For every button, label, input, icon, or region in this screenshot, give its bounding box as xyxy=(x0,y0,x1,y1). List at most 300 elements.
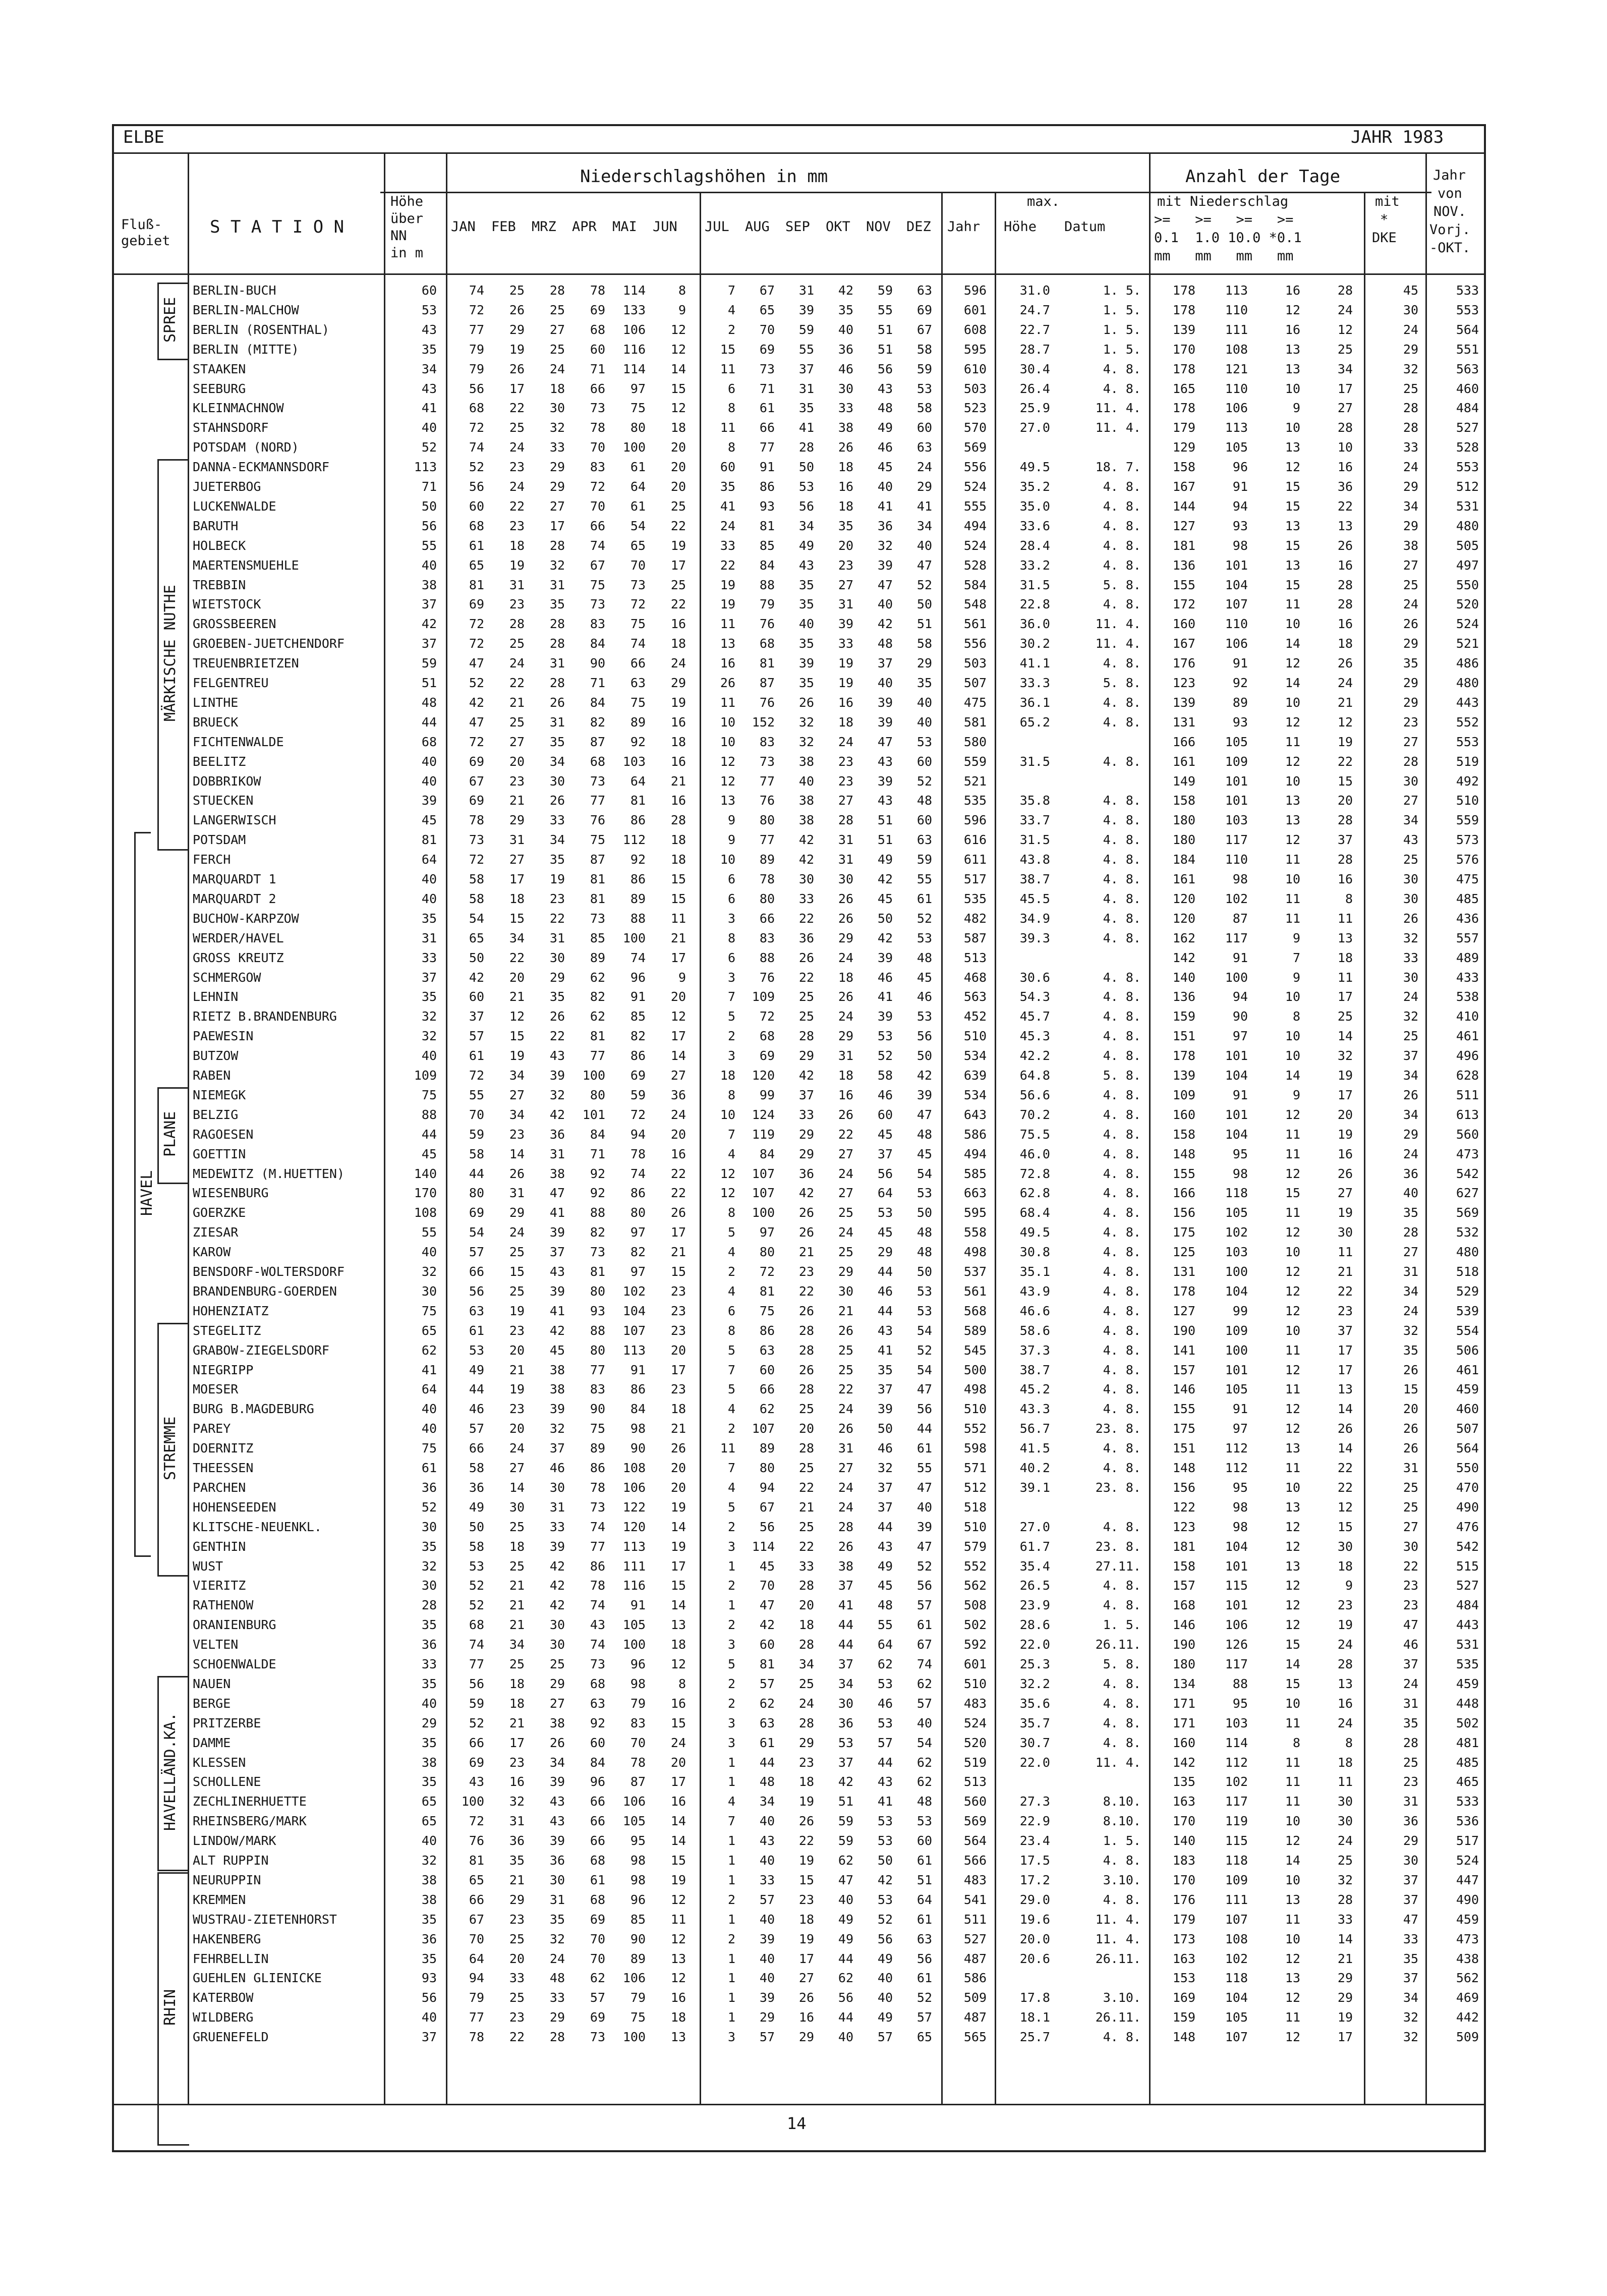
table-cell: 17 xyxy=(509,872,525,886)
table-cell: 91 xyxy=(1232,1087,1248,1102)
table-cell: 14 xyxy=(509,1146,525,1161)
table-cell: 542 xyxy=(1456,1166,1479,1181)
table-cell: 113 xyxy=(622,1539,646,1554)
table-cell: 24 xyxy=(1403,597,1418,612)
table-row xyxy=(114,359,1486,379)
table-cell: 40 xyxy=(759,1912,775,1927)
station-name: BUCHOW-KARPZOW xyxy=(193,911,299,926)
station-name: BERLIN-BUCH xyxy=(193,283,276,298)
table-cell: 20.6 xyxy=(1019,1951,1050,1966)
table-cell: 39 xyxy=(549,1539,565,1554)
table-cell: 35 xyxy=(720,479,735,494)
table-cell: 30 xyxy=(1337,1539,1353,1554)
table-cell: 91 xyxy=(630,1362,646,1377)
table-cell: 46 xyxy=(877,440,893,455)
table-cell: 37 xyxy=(877,1480,893,1495)
table-cell: 25 xyxy=(1337,1009,1353,1024)
table-cell: 433 xyxy=(1456,970,1479,985)
table-cell: 628 xyxy=(1456,1068,1479,1083)
table-cell: 20 xyxy=(1337,793,1353,808)
table-cell: 40 xyxy=(421,557,437,573)
table-cell: 48 xyxy=(916,950,932,965)
table-cell: 12 xyxy=(1285,1225,1300,1240)
table-cell: 139 xyxy=(1172,1068,1195,1083)
station-name: HAKENBERG xyxy=(193,1931,261,1946)
table-cell: 104 xyxy=(1225,1990,1248,2005)
table-cell: 34 xyxy=(838,1676,853,1691)
table-cell: 56 xyxy=(838,1990,853,2005)
table-cell: 32 xyxy=(509,1794,525,1809)
table-cell: 11 xyxy=(1285,1794,1300,1809)
table-cell: 105 xyxy=(622,1814,646,1829)
station-name: DOBBRIKOW xyxy=(193,773,261,789)
table-cell: 155 xyxy=(1172,1402,1195,1417)
table-cell: 35 xyxy=(509,1853,525,1868)
table-cell: 120 xyxy=(1172,911,1195,926)
table-cell: 1. 5. xyxy=(1103,283,1141,298)
table-cell: 80 xyxy=(590,1283,605,1299)
table-cell: 114 xyxy=(1225,1735,1248,1750)
table-cell: 76 xyxy=(759,793,775,808)
table-cell: 20 xyxy=(670,1480,686,1495)
table-cell: 39 xyxy=(838,617,853,632)
table-cell: 105 xyxy=(622,1617,646,1633)
table-cell: 44 xyxy=(838,2010,853,2025)
table-cell: 22.0 xyxy=(1019,1637,1050,1652)
table-cell: 49 xyxy=(469,1499,484,1515)
table-cell: 503 xyxy=(963,656,987,671)
table-cell: 112 xyxy=(1225,1441,1248,1456)
col-mit: mit xyxy=(1375,194,1400,209)
table-cell: 122 xyxy=(1172,1499,1195,1515)
table-cell: 25 xyxy=(1403,852,1418,867)
table-cell: 564 xyxy=(963,1833,987,1849)
table-cell: 52 xyxy=(916,773,932,789)
station-name: RAGOESEN xyxy=(193,1127,254,1142)
table-cell: 23 xyxy=(509,1755,525,1770)
table-cell: 551 xyxy=(1456,342,1479,357)
table-cell: 190 xyxy=(1172,1323,1195,1338)
table-cell: 167 xyxy=(1172,636,1195,651)
table-cell: 25 xyxy=(509,1558,525,1574)
table-cell: 43 xyxy=(421,381,437,396)
table-row xyxy=(114,1635,1486,1655)
table-cell: 494 xyxy=(963,518,987,533)
table-cell: 55 xyxy=(916,1461,932,1475)
table-cell: 158 xyxy=(1172,793,1195,808)
table-cell: 15 xyxy=(1285,577,1300,592)
table-cell: 95 xyxy=(1232,1146,1248,1161)
table-row xyxy=(114,1203,1486,1223)
table-cell: 32.2 xyxy=(1019,1676,1050,1691)
table-cell: 87 xyxy=(590,852,605,867)
table-cell: 511 xyxy=(1456,1087,1479,1102)
table-cell: 94 xyxy=(759,1480,775,1495)
station-name: MARQUARDT 1 xyxy=(193,872,276,886)
table-cell: 14 xyxy=(1285,1853,1300,1868)
table-cell: 20 xyxy=(670,440,686,455)
table-cell: 44 xyxy=(838,1637,853,1652)
table-cell: 26 xyxy=(838,1539,853,1554)
table-cell: 47 xyxy=(469,656,484,671)
table-cell: 37 xyxy=(838,1755,853,1770)
table-cell: 139 xyxy=(1172,695,1195,710)
table-cell: 56.6 xyxy=(1019,1087,1050,1102)
table-cell: 181 xyxy=(1172,1539,1195,1554)
table-cell: 53 xyxy=(877,1814,893,1829)
table-cell: 528 xyxy=(963,557,987,573)
table-cell: 31 xyxy=(549,577,565,592)
table-cell: 40 xyxy=(838,2030,853,2045)
col-jahr-von-5: -OKT. xyxy=(1429,240,1471,256)
table-cell: 82 xyxy=(630,1029,646,1044)
table-cell: 2 xyxy=(727,1676,735,1691)
table-cell: 32 xyxy=(1337,1048,1353,1063)
table-cell: 4. 8. xyxy=(1103,1087,1141,1102)
table-cell: 163 xyxy=(1172,1794,1195,1809)
table-cell: 45 xyxy=(1403,283,1418,298)
table-cell: 107 xyxy=(622,1323,646,1338)
table-cell: 12 xyxy=(1337,322,1353,337)
table-cell: 91 xyxy=(1232,656,1248,671)
table-cell: 23 xyxy=(1403,1774,1418,1789)
table-cell: 57 xyxy=(469,1421,484,1436)
table-cell: 601 xyxy=(963,302,987,317)
table-cell: 54 xyxy=(916,1362,932,1377)
table-cell: 55 xyxy=(877,1617,893,1633)
table-cell: 31 xyxy=(838,852,853,867)
table-cell: 21 xyxy=(509,695,525,710)
table-cell: 48 xyxy=(916,1794,932,1809)
table-cell: 17 xyxy=(1337,1362,1353,1377)
table-cell: 52 xyxy=(916,1990,932,2005)
table-cell: 15 xyxy=(670,1578,686,1593)
table-cell: 13 xyxy=(1285,1892,1300,1907)
table-cell: 14 xyxy=(670,1598,686,1613)
table-cell: 60 xyxy=(590,1735,605,1750)
table-row xyxy=(114,1164,1486,1184)
table-cell: 20 xyxy=(509,754,525,769)
table-cell: 33 xyxy=(720,538,735,553)
table-cell: 10 xyxy=(1285,1029,1300,1044)
table-cell: 510 xyxy=(963,1676,987,1691)
table-cell: 26 xyxy=(1403,1362,1418,1377)
table-cell: 91 xyxy=(1232,950,1248,965)
table-cell: 17.2 xyxy=(1019,1872,1050,1887)
table-cell: 4. 8. xyxy=(1103,1578,1141,1593)
table-cell: 81 xyxy=(759,518,775,533)
table-cell: 94 xyxy=(469,1971,484,1986)
table-cell: 31.5 xyxy=(1019,832,1050,848)
table-cell: 533 xyxy=(1456,283,1479,298)
table-cell: 4. 8. xyxy=(1103,872,1141,886)
table-cell: 18 xyxy=(1337,1755,1353,1770)
table-cell: 23 xyxy=(509,460,525,475)
table-cell: 29 xyxy=(916,479,932,494)
table-cell: 54 xyxy=(630,518,646,533)
station-name: KLITSCHE-NEUENKL. xyxy=(193,1519,322,1534)
table-cell: 63 xyxy=(469,1303,484,1318)
table-cell: 22 xyxy=(1337,1480,1353,1495)
table-cell: 26 xyxy=(798,1990,814,2005)
table-cell: 50 xyxy=(421,498,437,514)
table-cell: 15 xyxy=(1285,498,1300,514)
table-cell: 68 xyxy=(469,518,484,533)
table-cell: 585 xyxy=(963,1166,987,1181)
table-cell: 37 xyxy=(838,1578,853,1593)
table-cell: 566 xyxy=(963,1853,987,1868)
table-cell: 35 xyxy=(1403,1951,1418,1966)
table-cell: 98 xyxy=(1232,1519,1248,1534)
table-cell: 35 xyxy=(838,518,853,533)
table-cell: 77 xyxy=(759,440,775,455)
station-name: GRUENEFELD xyxy=(193,2030,269,2045)
table-cell: 89 xyxy=(590,1441,605,1456)
table-cell: 49 xyxy=(798,538,814,553)
table-cell: 27 xyxy=(549,498,565,514)
table-cell: 510 xyxy=(1456,793,1479,808)
table-cell: 31 xyxy=(838,832,853,848)
table-cell: 20 xyxy=(798,1598,814,1613)
table-cell: 545 xyxy=(963,1342,987,1358)
table-cell: 521 xyxy=(963,773,987,789)
table-cell: 92 xyxy=(630,734,646,749)
table-cell: 595 xyxy=(963,1205,987,1220)
table-cell: 12 xyxy=(1285,1283,1300,1299)
table-cell: 12 xyxy=(1285,1833,1300,1849)
table-cell: 35.8 xyxy=(1019,793,1050,808)
table-cell: 17 xyxy=(1337,381,1353,396)
table-cell: 4. 8. xyxy=(1103,1441,1141,1456)
table-cell: 43 xyxy=(877,793,893,808)
table-cell: 44 xyxy=(877,1755,893,1770)
table-cell: 64 xyxy=(421,1382,437,1397)
table-cell: 144 xyxy=(1172,498,1195,514)
table-cell: 1 xyxy=(727,2010,735,2025)
table-cell: 50 xyxy=(916,1205,932,1220)
table-cell: 25.3 xyxy=(1019,1657,1050,1671)
table-cell: 42 xyxy=(798,1068,814,1083)
table-cell: 8 xyxy=(1292,1735,1300,1750)
table-cell: 17 xyxy=(509,1735,525,1750)
table-cell: 27 xyxy=(549,1696,565,1711)
table-cell: 35 xyxy=(838,302,853,317)
table-cell: 23 xyxy=(670,1283,686,1299)
table-cell: 486 xyxy=(1456,656,1479,671)
table-cell: 30 xyxy=(1337,1814,1353,1829)
table-cell: 10 xyxy=(1285,1323,1300,1338)
table-cell: 95 xyxy=(1232,1480,1248,1495)
table-cell: 56 xyxy=(798,498,814,514)
table-cell: 10 xyxy=(1285,1814,1300,1829)
station-name: MAERTENSMUEHLE xyxy=(193,557,299,573)
table-cell: 104 xyxy=(1225,1283,1248,1299)
table-cell: 524 xyxy=(1456,1853,1479,1868)
table-cell: 13 xyxy=(1337,1676,1353,1691)
table-cell: 66 xyxy=(759,911,775,926)
table-cell: 119 xyxy=(752,1127,775,1142)
table-cell: 70 xyxy=(469,1107,484,1122)
table-cell: 86 xyxy=(630,813,646,828)
niederschlag-title: Niederschlagshöhen in mm xyxy=(580,166,828,187)
table-cell: 15 xyxy=(509,1029,525,1044)
table-cell: 26 xyxy=(670,1205,686,1220)
station-name: BERLIN (MITTE) xyxy=(193,342,299,357)
table-cell: 45 xyxy=(877,460,893,475)
station-name: DOERNITZ xyxy=(193,1441,254,1456)
table-cell: 66 xyxy=(590,1814,605,1829)
table-cell: 13 xyxy=(1337,930,1353,945)
table-cell: 62 xyxy=(838,1971,853,1986)
table-cell: 103 xyxy=(622,754,646,769)
table-cell: 11 xyxy=(1285,1205,1300,1220)
table-row xyxy=(114,1870,1486,1890)
table-cell: 50 xyxy=(916,1048,932,1063)
table-cell: 24 xyxy=(798,1696,814,1711)
table-cell: 8 xyxy=(727,1323,735,1338)
table-cell: 12 xyxy=(1285,302,1300,317)
table-cell: 52 xyxy=(469,1598,484,1613)
table-cell: 32 xyxy=(549,1087,565,1102)
table-cell: 37 xyxy=(469,1009,484,1024)
table-row xyxy=(114,516,1486,536)
table-cell: 75 xyxy=(421,1303,437,1318)
table-cell: 18 xyxy=(549,381,565,396)
table-row xyxy=(114,1537,1486,1557)
table-cell: 106 xyxy=(1225,636,1248,651)
table-cell: 11 xyxy=(720,361,735,376)
table-cell: 1 xyxy=(727,1774,735,1789)
table-cell: 45 xyxy=(759,1558,775,1574)
table-cell: 56 xyxy=(759,1519,775,1534)
table-cell: 131 xyxy=(1172,1264,1195,1279)
table-cell: 42 xyxy=(916,1068,932,1083)
table-cell: 13 xyxy=(1285,793,1300,808)
table-cell: 15 xyxy=(670,872,686,886)
table-cell: 12 xyxy=(1285,714,1300,730)
table-cell: 30 xyxy=(421,1519,437,1534)
table-cell: 84 xyxy=(630,1402,646,1417)
table-cell: 581 xyxy=(963,714,987,730)
table-cell: 33 xyxy=(421,950,437,965)
table-cell: 61 xyxy=(421,1461,437,1475)
table-cell: 74 xyxy=(590,1637,605,1652)
table-cell: 29 xyxy=(798,2030,814,2045)
table-cell: 64 xyxy=(421,852,437,867)
table-cell: 509 xyxy=(1456,2030,1479,2045)
table-cell: 69 xyxy=(469,754,484,769)
table-cell: 65 xyxy=(421,1323,437,1338)
table-cell: 27 xyxy=(509,1461,525,1475)
table-cell: 22 xyxy=(838,1382,853,1397)
table-cell: 31 xyxy=(838,1441,853,1456)
table-cell: 86 xyxy=(630,1382,646,1397)
table-cell: 17 xyxy=(670,1774,686,1789)
table-cell: 2 xyxy=(727,322,735,337)
station-name: NEURUPPIN xyxy=(193,1872,261,1887)
station-name: MARQUARDT 2 xyxy=(193,891,276,906)
station-name: WUST xyxy=(193,1558,223,1574)
month-header: FEB xyxy=(491,219,516,235)
table-cell: 21 xyxy=(1337,1264,1353,1279)
table-cell: 26 xyxy=(838,1323,853,1338)
table-cell: 21 xyxy=(670,1245,686,1260)
table-cell: 114 xyxy=(622,361,646,376)
table-cell: 24 xyxy=(838,1499,853,1515)
table-cell: 108 xyxy=(622,1461,646,1475)
table-row xyxy=(114,1753,1486,1773)
table-cell: 47 xyxy=(549,1186,565,1201)
table-row xyxy=(114,536,1486,556)
station-name: KREMMEN xyxy=(193,1892,246,1907)
table-cell: 43 xyxy=(877,1323,893,1338)
table-cell: 91 xyxy=(759,460,775,475)
table-cell: 19 xyxy=(670,1539,686,1554)
table-cell: 109 xyxy=(1225,1323,1248,1338)
table-cell: 4. 8. xyxy=(1103,381,1141,396)
table-row xyxy=(114,555,1486,576)
table-cell: 35 xyxy=(421,1951,437,1966)
table-cell: 102 xyxy=(622,1283,646,1299)
table-cell: 560 xyxy=(1456,1127,1479,1142)
table-cell: 60 xyxy=(916,754,932,769)
table-cell: 508 xyxy=(963,1598,987,1613)
table-cell: 78 xyxy=(469,2030,484,2045)
table-cell: 26 xyxy=(1403,911,1418,926)
table-cell: 1. 5. xyxy=(1103,1617,1141,1633)
table-row xyxy=(114,968,1486,988)
table-cell: 37 xyxy=(1403,1657,1418,1671)
table-cell: 23 xyxy=(509,518,525,533)
table-cell: 133 xyxy=(622,302,646,317)
table-cell: 75.5 xyxy=(1019,1127,1050,1142)
table-cell: 50 xyxy=(469,1519,484,1534)
table-cell: 63 xyxy=(759,1715,775,1730)
table-cell: 34 xyxy=(421,361,437,376)
table-cell: 12 xyxy=(670,1931,686,1946)
month-header: OKT xyxy=(826,219,850,235)
table-cell: 3.10. xyxy=(1103,1990,1141,2005)
table-cell: 29 xyxy=(509,813,525,828)
table-cell: 519 xyxy=(963,1755,987,1770)
table-cell: 43 xyxy=(549,1048,565,1063)
table-cell: 101 xyxy=(1225,1558,1248,1574)
table-cell: 6 xyxy=(727,872,735,886)
col-hoehe-3: NN xyxy=(390,228,407,244)
table-cell: 73 xyxy=(590,911,605,926)
table-cell: 27 xyxy=(509,734,525,749)
table-cell: 12 xyxy=(670,1009,686,1024)
table-cell: 22 xyxy=(509,676,525,690)
table-cell: 598 xyxy=(963,1441,987,1456)
table-cell: 19 xyxy=(798,1794,814,1809)
table-cell: 27 xyxy=(1403,734,1418,749)
table-cell: 11. 4. xyxy=(1095,1755,1141,1770)
table-row xyxy=(114,928,1486,948)
table-cell: 101 xyxy=(582,1107,605,1122)
table-cell: 29 xyxy=(916,656,932,671)
table-cell: 31.0 xyxy=(1019,283,1050,298)
table-cell: 169 xyxy=(1172,1990,1195,2005)
table-cell: 4 xyxy=(727,302,735,317)
table-cell: 31 xyxy=(549,1892,565,1907)
group-label: STREMME xyxy=(161,1416,179,1480)
table-cell: 63 xyxy=(916,832,932,848)
table-cell: 16 xyxy=(838,695,853,710)
table-cell: 75 xyxy=(590,577,605,592)
table-cell: 156 xyxy=(1172,1205,1195,1220)
table-cell: 8 xyxy=(1345,1735,1353,1750)
